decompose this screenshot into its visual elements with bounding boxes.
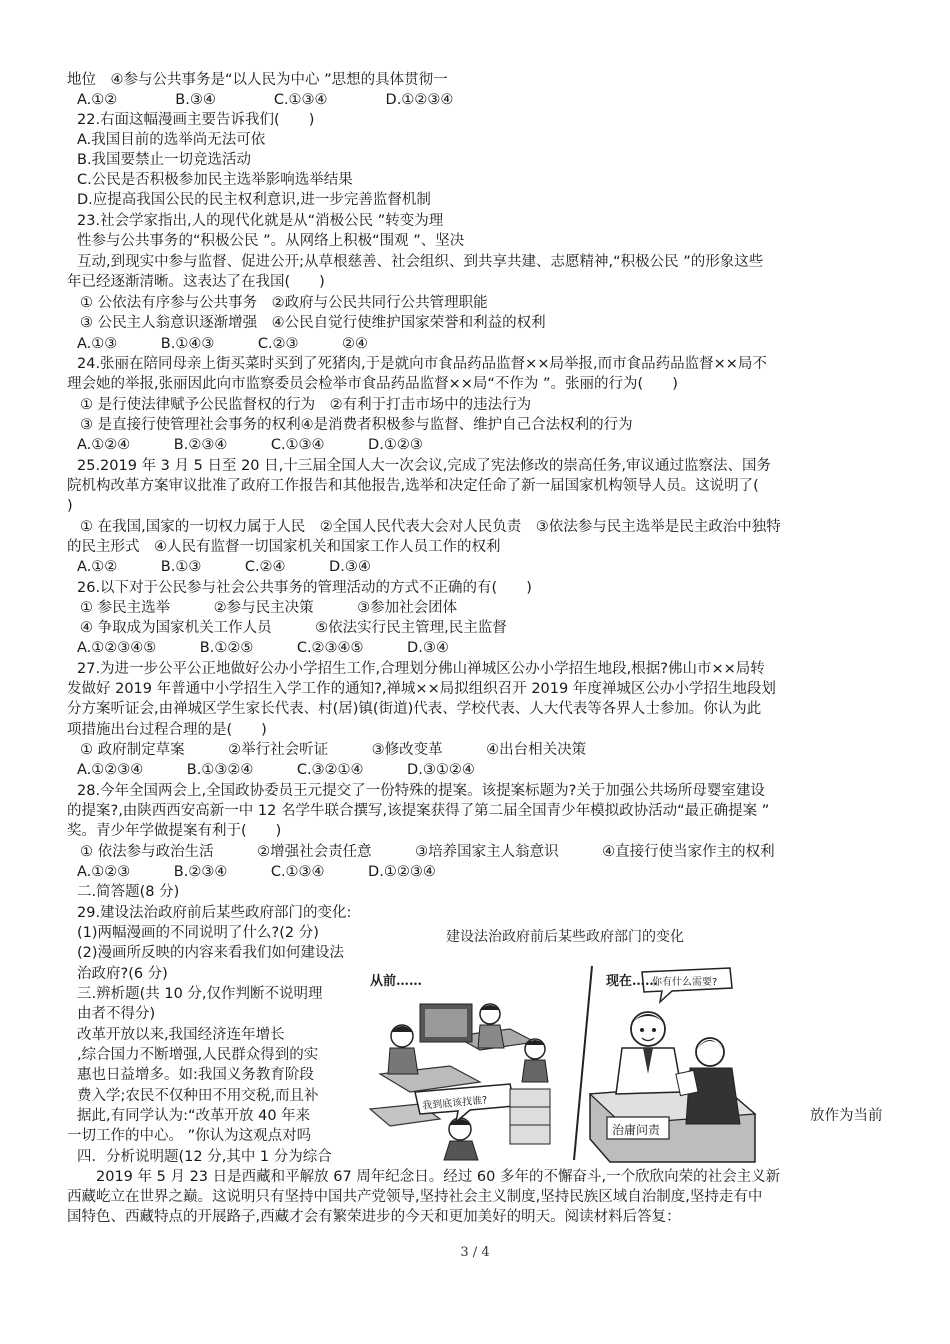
desk-sign-text: 治庸问责 (612, 1123, 661, 1137)
text-line: 分方案听证会,由禅城区学生家长代表、村(居)镇(街道)代表、学校代表、人大代表等各界人士参加。你认为此 (67, 701, 762, 717)
section-heading: 三.辨析题(共 10 分,仅作判断不说明理 (77, 986, 323, 1002)
cartoon-title: 建设法治政府前后某些政府部门的变化 (446, 929, 684, 945)
section-heading: 四．分析说明题(12 分,其中 1 分为综合 (77, 1149, 332, 1165)
answer-options: A.①② B.③④ C.①③④ D.①②③④ (77, 92, 454, 108)
answer-options: A.①③ B.①④③ C.②③ ②④ (77, 336, 369, 352)
cartoon-drawing (360, 924, 770, 1164)
question-27: 27.为进一步公平公正地做好公办小学招生工作,合理划分佛山禅城区公办小学招生地段,根据?佛山市××局转 (77, 661, 765, 677)
statement-line: ① 公依法有序参与公共事务 ②政府与公民共同行公共管理职能 (80, 295, 488, 311)
text-line: 改革开放以来,我国经济连年增长 (77, 1027, 285, 1043)
side-text: 放作为当前 (810, 1108, 883, 1124)
answer-options: A.①② B.①③ C.②④ D.③④ (77, 559, 371, 575)
answer-options: A.①②③④ B.①③②④ C.③②①④ D.③①②④ (77, 762, 475, 778)
before-label: 从前…… (370, 974, 423, 989)
statement-line: ① 参民主选举 ②参与民主决策 ③参加社会团体 (80, 600, 458, 616)
statement-line: ① 在我国,国家的一切权力属于人民 ②全国人民代表大会对人民负责 ③依法参与民主选举是民主政治中独特 (80, 519, 781, 535)
bubble-before-text: 我到底该找谁? (421, 1095, 488, 1112)
statement-line: ③ 公民主人翁意识逐渐增强 ④公民自觉行使维护国家荣誉和利益的权利 (80, 315, 546, 331)
statement-line: ① 依法参与政治生活 ②增强社会责任意 ③培养国家主人翁意识 ④直接行使当家作主的权利 (80, 844, 775, 860)
text-line: 地位 ④参与公共事务是“以人民为中心 ”思想的具体贯彻一 (67, 72, 448, 88)
text-line: 的民主形式 ④人民有监督一切国家机关和国家工作人员工作的权利 (67, 539, 501, 555)
question-24: 24.张丽在陪同母亲上街买菜时买到了死猪肉,于是就向市食品药品监督××局举报,而市食品药品监督××局不 (77, 356, 767, 372)
text-line: 2019 年 5 月 23 日是西藏和平解放 67 周年纪念日。经过 60 多年的不懈奋斗,一个欣欣向荣的社会主义新 (96, 1169, 781, 1185)
text-line: 费入学;农民不仅种田不用交税,而且补 (77, 1088, 319, 1104)
text-line: 奖。青少年学做提案有利于( ) (67, 823, 282, 839)
text-line: 西藏屹立在世界之巅。这说明只有坚持中国共产党领导,坚持社会主义制度,坚持民族区域自治制度,坚持走有中 (67, 1189, 763, 1205)
text-line: 治政府?(6 分) (77, 966, 168, 982)
statement-line: ① 是行使法律赋予公民监督权的行为 ②有利于打击市场中的违法行为 (80, 397, 532, 413)
page-number: 3 / 4 (460, 1245, 490, 1260)
text-line: ) (67, 498, 73, 514)
text-line: 一切工作的中心。 ”你认为这观点对吗 (67, 1128, 312, 1144)
option-d: D.应提高我国公民的民主权利意识,进一步完善监督机制 (77, 192, 431, 208)
question-26: 26.以下对于公民参与社会公共事务的管理活动的方式不正确的有( ) (77, 580, 532, 596)
text-line: 国特色、西藏特点的开展路子,西藏才会有繁荣进步的今天和更加美好的明天。阅读材料后答复： (67, 1209, 681, 1225)
text-line: 年已经逐渐清晰。这表达了在我国( ) (67, 274, 325, 290)
before-scene (370, 1004, 550, 1160)
text-line: 据此,有同学认为:“改革开放 40 年来 (77, 1108, 311, 1124)
option-b: B.我国要禁止一切竞选活动 (77, 152, 252, 168)
option-a: A.我国目前的选举尚无法可依 (77, 132, 266, 148)
statement-line: ① 政府制定草案 ②举行社会听证 ③修改变革 ④出台相关决策 (80, 742, 587, 758)
after-label: 现在…… (606, 974, 659, 989)
text-line: 互动,到现实中参与监督、促进公开;从草根慈善、社会组织、到共享共建、志愿精神,“积极公民 ”的形象这些 (77, 254, 764, 270)
answer-options: A.①②③ B.②③④ C.①③④ D.①②③④ (77, 864, 436, 880)
option-c: C.公民是否积极参加民主选举影响选举结果 (77, 172, 353, 188)
text-line: (1)两幅漫画的不同说明了什么?(2 分) (77, 925, 319, 941)
text-line: 惠也日益增多。如:我国义务教育阶段 (77, 1067, 314, 1083)
question-23: 23.社会学家指出,人的现代化就是从“消极公民 ”转变为理 (77, 213, 444, 229)
answer-options: A.①②③④⑤ B.①②⑤ C.②③④⑤ D.③④ (77, 640, 449, 656)
statement-line: ③ 是直接行使管理社会事务的权利④是消费者积极参与监督、维护自己合法权利的行为 (80, 417, 633, 433)
cartoon-illustration (360, 924, 770, 1164)
question-25: 25.2019 年 3 月 5 日至 20 日,十三届全国人大一次会议,完成了宪法修改的崇高任务,审议通过监察法、国务 (77, 458, 771, 474)
text-line: 性参与公共事务的“积极公民 ”。从网络上积极“围观 ”、坚决 (77, 233, 465, 249)
text-line: 项措施出台过程合理的是( ) (67, 722, 267, 738)
text-line: 的提案?,由陕西西安高新一中 12 名学牛联合撰写,该提案获得了第二届全国青少年模拟政协活动“最正确提案 ” (67, 803, 770, 819)
question-28: 28.今年全国两会上,全国政协委员王元提交了一份特殊的提案。该提案标题为?关于加强公共场所母婴室建设 (77, 783, 765, 799)
question-29: 29.建设法治政府前后某些政府部门的变化: (77, 905, 352, 921)
section-heading: 二.简答题(8 分) (77, 884, 180, 900)
text-line: 理会她的举报,张丽因此向市监察委员会检举市食品药品监督××局“不作为 ”。张丽的行为( ) (67, 376, 678, 392)
answer-options: A.①②④ B.②③④ C.①③④ D.①②③ (77, 437, 423, 453)
text-line: (2)漫画所反映的内容来看我们如何建设法 (77, 945, 345, 961)
text-line: 发做好 2019 年普通中小学招生入学工作的通知?,禅城××局拟组织召开 2019 年度禅城区公办小学招生地段划 (67, 681, 776, 697)
question-22: 22.右面这幅漫画主要告诉我们( ) (77, 112, 315, 128)
statement-line: ④ 争取成为国家机关工作人员 ⑤依法实行民主管理,民主监督 (80, 620, 507, 636)
bubble-after-text: 你有什么需要? (652, 977, 718, 988)
text-line: 院机构改革方案审议批准了政府工作报告和其他报告,选举和决定任命了新一届国家机构领导人员。这说明了( (67, 478, 759, 494)
text-line: ,综合国力不断增强,人民群众得到的实 (77, 1047, 319, 1063)
text-line: 由者不得分) (77, 1006, 156, 1022)
